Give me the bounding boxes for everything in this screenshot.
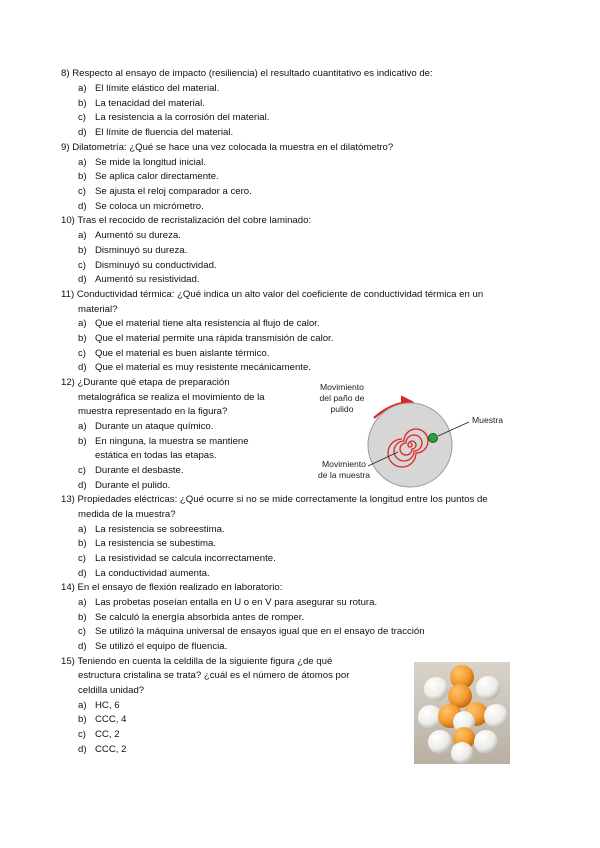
q11-stem-cont: material? bbox=[78, 304, 118, 315]
q11-option-b: b) Que el material permite una rápida transmisión de calor. bbox=[78, 333, 334, 344]
q11-option-c: c) Que el material es buen aislante térmico. bbox=[78, 348, 270, 359]
label-sample-movement-2: de la muestra bbox=[317, 470, 371, 480]
q9-option-a: a) Se mide la longitud inicial. bbox=[78, 157, 206, 168]
q11-stem: 11) Conductividad térmica: ¿Qué indica un alto valor del coeficiente de conductividad térmica en un bbox=[61, 289, 484, 300]
q9-option-d: d) Se coloca un micrómetro. bbox=[78, 201, 204, 212]
unit-cell-photo bbox=[414, 662, 510, 764]
q15-option-d: d) CCC, 2 bbox=[78, 744, 127, 755]
q12-option-b-cont: estática en todas las etapas. bbox=[95, 450, 217, 461]
q10-option-d: d) Aumentó su resistividad. bbox=[78, 274, 200, 285]
q10-option-b: b) Disminuyó su dureza. bbox=[78, 245, 188, 256]
q11-option-a: a) Que el material tiene alta resistencia al flujo de calor. bbox=[78, 318, 320, 329]
q15-option-c: c) CC, 2 bbox=[78, 729, 120, 740]
label-sample: Muestra bbox=[472, 415, 504, 425]
q9-option-b: b) Se aplica calor directamente. bbox=[78, 171, 219, 182]
q15-stem: 15) Teniendo en cuenta la celdilla de la siguiente figura ¿de qué bbox=[61, 656, 333, 667]
q8-option-d: d) El límite de fluencia del material. bbox=[78, 127, 234, 138]
q8-option-a: a) El límite elástico del material. bbox=[78, 83, 220, 94]
q14-option-b: b) Se calculó la energía absorbida antes de romper. bbox=[78, 612, 305, 623]
q10-option-c: c) Disminuyó su conductividad. bbox=[78, 260, 217, 271]
polishing-diagram bbox=[312, 378, 512, 490]
label-pad-movement-3: pulido bbox=[330, 404, 354, 414]
q13-option-b: b) La resistencia se subestima. bbox=[78, 538, 217, 549]
polishing-disk bbox=[368, 403, 452, 487]
q15-stem-cont-1: estructura cristalina se trata? ¿cuál es el número de átomos por bbox=[78, 670, 350, 681]
q8-stem: 8) Respecto al ensayo de impacto (resiliencia) el resultado cuantitativo es indicativo de: bbox=[61, 68, 433, 79]
atom-white bbox=[424, 677, 448, 701]
q13-option-c: c) La resistividad se calcula incorrectamente. bbox=[78, 553, 276, 564]
q14-stem: 14) En el ensayo de flexión realizado en laboratorio: bbox=[61, 582, 283, 593]
q12-stem: 12) ¿Durante qué etapa de preparación bbox=[61, 377, 230, 388]
atom-white bbox=[474, 730, 498, 754]
q9-option-c: c) Se ajusta el reloj comparador a cero. bbox=[78, 186, 252, 197]
atom-white bbox=[484, 704, 508, 728]
label-pad-movement-2: del paño de bbox=[319, 393, 365, 403]
q12-stem-cont-1: metalográfica se realiza el movimiento de la bbox=[78, 392, 265, 403]
q15-option-a: a) HC, 6 bbox=[78, 700, 120, 711]
q13-stem-cont: medida de la muestra? bbox=[78, 509, 176, 520]
label-pad-movement-1: Movimiento bbox=[320, 382, 364, 392]
q12-option-d: d) Durante el pulido. bbox=[78, 480, 171, 491]
sample-dot bbox=[429, 434, 438, 443]
q12-stem-cont-2: muestra representado en la figura? bbox=[78, 406, 228, 417]
q13-stem: 13) Propiedades eléctricas: ¿Qué ocurre si no se mide correctamente la longitud entre los puntos de bbox=[61, 494, 488, 505]
q15-option-b: b) CCC, 4 bbox=[78, 714, 127, 725]
q9-stem: 9) Dilatometría: ¿Qué se hace una vez colocada la muestra en el dilatómetro? bbox=[61, 142, 394, 153]
atom-white bbox=[451, 742, 473, 764]
q13-option-a: a) La resistencia se sobreestima. bbox=[78, 524, 225, 535]
q12-option-a: a) Durante un ataque químico. bbox=[78, 421, 214, 432]
q10-stem: 10) Tras el recocido de recristalización del cobre laminado: bbox=[61, 215, 312, 226]
q12-option-c: c) Durante el desbaste. bbox=[78, 465, 184, 476]
q11-option-d: d) Que el material es muy resistente mecánicamente. bbox=[78, 362, 311, 373]
label-sample-movement-1: Movimiento bbox=[322, 459, 366, 469]
atom-white bbox=[428, 730, 452, 754]
q15-stem-cont-2: celdilla unidad? bbox=[78, 685, 145, 696]
q8-option-b: b) La tenacidad del material. bbox=[78, 98, 205, 109]
atom-white bbox=[476, 676, 500, 700]
q10-option-a: a) Aumentó su dureza. bbox=[78, 230, 181, 241]
q8-option-c: c) La resistencia a la corrosión del material. bbox=[78, 112, 270, 123]
q13-option-d: d) La conductividad aumenta. bbox=[78, 568, 210, 579]
q12-option-b: b) En ninguna, la muestra se mantiene bbox=[78, 436, 249, 447]
q14-option-c: c) Se utilizó la máquina universal de ensayos igual que en el ensayo de tracción bbox=[78, 626, 425, 637]
q14-option-d: d) Se utilizó el equipo de fluencia. bbox=[78, 641, 228, 652]
q14-option-a: a) Las probetas poseían entalla en U o en V para asegurar su rotura. bbox=[78, 597, 378, 608]
